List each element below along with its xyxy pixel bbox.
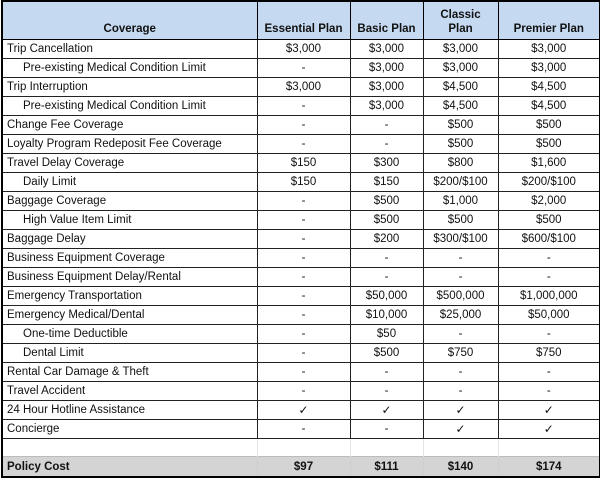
- policy-cost-label: Policy Cost: [2, 457, 257, 478]
- header-basic-plan: Basic Plan: [350, 1, 423, 40]
- coverage-label: Business Equipment Coverage: [2, 249, 257, 268]
- coverage-label: Concierge: [2, 420, 257, 439]
- coverage-label: Loyalty Program Redeposit Fee Coverage: [2, 135, 257, 154]
- classic-plan-value: $500: [423, 211, 498, 230]
- coverage-label: Baggage Delay: [2, 230, 257, 249]
- essential-plan-value: -: [257, 249, 350, 268]
- header-premier-plan: Premier Plan: [498, 1, 600, 40]
- coverage-label: Pre-existing Medical Condition Limit: [2, 97, 257, 116]
- basic-plan-value: $10,000: [350, 306, 423, 325]
- essential-plan-value: -: [257, 344, 350, 363]
- premier-plan-value: $3,000: [498, 40, 600, 59]
- premier-plan-value: -: [498, 249, 600, 268]
- classic-plan-cost: $140: [423, 457, 498, 478]
- table-row: [2, 287, 600, 306]
- empty-cell: [423, 439, 498, 457]
- classic-plan-value: $300/$100: [423, 230, 498, 249]
- coverage-label: Business Equipment Delay/Rental: [2, 268, 257, 287]
- empty-cell: [2, 439, 257, 457]
- essential-plan-value: -: [257, 268, 350, 287]
- header-coverage: Coverage: [2, 1, 257, 40]
- coverage-label: Emergency Medical/Dental: [2, 306, 257, 325]
- table-row: [2, 401, 600, 420]
- basic-plan-value: $3,000: [350, 97, 423, 116]
- coverage-label: Daily Limit: [2, 173, 257, 192]
- checkmark-icon: ✓: [498, 420, 600, 439]
- premier-plan-value: $1,600: [498, 154, 600, 173]
- classic-plan-value: -: [423, 268, 498, 287]
- empty-cell: [350, 439, 423, 457]
- coverage-label: Baggage Coverage: [2, 192, 257, 211]
- coverage-label: Travel Accident: [2, 382, 257, 401]
- essential-plan-value: -: [257, 211, 350, 230]
- essential-plan-value: -: [257, 363, 350, 382]
- table-row: [2, 211, 600, 230]
- table-row: [2, 78, 600, 97]
- classic-plan-value: $500: [423, 116, 498, 135]
- checkmark-icon: ✓: [257, 401, 350, 420]
- essential-plan-value: $3,000: [257, 78, 350, 97]
- basic-plan-value: $150: [350, 173, 423, 192]
- premier-plan-value: $750: [498, 344, 600, 363]
- table-row: [2, 420, 600, 439]
- premier-plan-value: $500: [498, 116, 600, 135]
- coverage-label: High Value Item Limit: [2, 211, 257, 230]
- basic-plan-value: $200: [350, 230, 423, 249]
- spacer-row: [2, 439, 600, 457]
- header-classic-plan: Classic Plan: [423, 1, 498, 40]
- basic-plan-value: -: [350, 135, 423, 154]
- table-row: [2, 230, 600, 249]
- basic-plan-value: -: [350, 382, 423, 401]
- table-row: [2, 382, 600, 401]
- essential-plan-value: -: [257, 420, 350, 439]
- coverage-label: Dental Limit: [2, 344, 257, 363]
- essential-plan-value: -: [257, 306, 350, 325]
- table-row: [2, 192, 600, 211]
- basic-plan-value: -: [350, 249, 423, 268]
- essential-plan-value: $150: [257, 154, 350, 173]
- essential-plan-value: -: [257, 230, 350, 249]
- coverage-label: Trip Cancellation: [2, 40, 257, 59]
- table-row: [2, 249, 600, 268]
- essential-plan-value: -: [257, 135, 350, 154]
- classic-plan-value: $4,500: [423, 97, 498, 116]
- table-row: [2, 116, 600, 135]
- premier-plan-cost: $174: [498, 457, 600, 478]
- classic-plan-value: -: [423, 249, 498, 268]
- basic-plan-value: $3,000: [350, 78, 423, 97]
- premier-plan-value: $1,000,000: [498, 287, 600, 306]
- classic-plan-value: $500: [423, 135, 498, 154]
- empty-cell: [498, 439, 600, 457]
- checkmark-icon: ✓: [423, 420, 498, 439]
- basic-plan-value: $500: [350, 211, 423, 230]
- essential-plan-value: -: [257, 287, 350, 306]
- basic-plan-value: $500: [350, 344, 423, 363]
- classic-plan-value: -: [423, 325, 498, 344]
- coverage-label: 24 Hour Hotline Assistance: [2, 401, 257, 420]
- premier-plan-value: -: [498, 382, 600, 401]
- table-row: [2, 173, 600, 192]
- classic-plan-value: $800: [423, 154, 498, 173]
- table-row: [2, 363, 600, 382]
- premier-plan-value: $600/$100: [498, 230, 600, 249]
- basic-plan-value: $300: [350, 154, 423, 173]
- table-row: [2, 97, 600, 116]
- coverage-label: One-time Deductible: [2, 325, 257, 344]
- table-row: [2, 325, 600, 344]
- essential-plan-value: -: [257, 382, 350, 401]
- plan-comparison-table: [1, 0, 600, 478]
- essential-plan-value: -: [257, 325, 350, 344]
- empty-cell: [257, 439, 350, 457]
- table-row: [2, 135, 600, 154]
- essential-plan-value: -: [257, 97, 350, 116]
- premier-plan-value: -: [498, 268, 600, 287]
- basic-plan-value: -: [350, 268, 423, 287]
- coverage-label: Emergency Transportation: [2, 287, 257, 306]
- classic-plan-value: $3,000: [423, 59, 498, 78]
- classic-plan-value: $1,000: [423, 192, 498, 211]
- coverage-label: Pre-existing Medical Condition Limit: [2, 59, 257, 78]
- header-essential-plan: Essential Plan: [257, 1, 350, 40]
- basic-plan-cost: $111: [350, 457, 423, 478]
- classic-plan-value: $3,000: [423, 40, 498, 59]
- table-row: [2, 154, 600, 173]
- essential-plan-cost: $97: [257, 457, 350, 478]
- premier-plan-value: $2,000: [498, 192, 600, 211]
- premier-plan-value: $50,000: [498, 306, 600, 325]
- classic-plan-value: $200/$100: [423, 173, 498, 192]
- classic-plan-value: $4,500: [423, 78, 498, 97]
- classic-plan-value: $500,000: [423, 287, 498, 306]
- basic-plan-value: -: [350, 116, 423, 135]
- classic-plan-value: -: [423, 382, 498, 401]
- coverage-label: Rental Car Damage & Theft: [2, 363, 257, 382]
- table-row: [2, 306, 600, 325]
- premier-plan-value: -: [498, 325, 600, 344]
- table-row: [2, 344, 600, 363]
- basic-plan-value: -: [350, 363, 423, 382]
- basic-plan-value: $50: [350, 325, 423, 344]
- table-row: [2, 59, 600, 78]
- essential-plan-value: -: [257, 192, 350, 211]
- basic-plan-value: $3,000: [350, 59, 423, 78]
- basic-plan-value: $50,000: [350, 287, 423, 306]
- premier-plan-value: -: [498, 363, 600, 382]
- classic-plan-value: $25,000: [423, 306, 498, 325]
- header-row: [2, 1, 600, 40]
- premier-plan-value: $4,500: [498, 78, 600, 97]
- premier-plan-value: $4,500: [498, 97, 600, 116]
- essential-plan-value: $150: [257, 173, 350, 192]
- checkmark-icon: ✓: [423, 401, 498, 420]
- premier-plan-value: $3,000: [498, 59, 600, 78]
- classic-plan-value: -: [423, 363, 498, 382]
- basic-plan-value: -: [350, 420, 423, 439]
- coverage-label: Travel Delay Coverage: [2, 154, 257, 173]
- essential-plan-value: $3,000: [257, 40, 350, 59]
- policy-cost-row: [2, 457, 600, 478]
- basic-plan-value: $500: [350, 192, 423, 211]
- classic-plan-value: $750: [423, 344, 498, 363]
- premier-plan-value: $500: [498, 211, 600, 230]
- premier-plan-value: $200/$100: [498, 173, 600, 192]
- table-body: [2, 40, 600, 478]
- checkmark-icon: ✓: [350, 401, 423, 420]
- coverage-label: Change Fee Coverage: [2, 116, 257, 135]
- coverage-label: Trip Interruption: [2, 78, 257, 97]
- essential-plan-value: -: [257, 116, 350, 135]
- checkmark-icon: ✓: [498, 401, 600, 420]
- premier-plan-value: $500: [498, 135, 600, 154]
- essential-plan-value: -: [257, 59, 350, 78]
- basic-plan-value: $3,000: [350, 40, 423, 59]
- table-row: [2, 268, 600, 287]
- table-row: [2, 40, 600, 59]
